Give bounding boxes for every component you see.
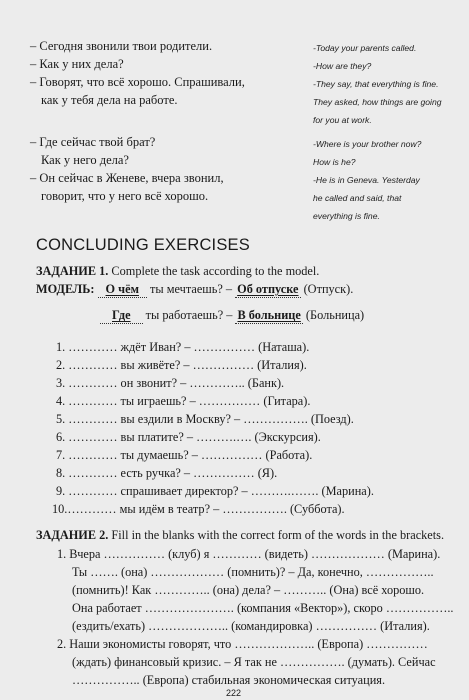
translation-line: for you at work. [313, 115, 372, 125]
dialogue-line: – Говорят, что всё хорошо. Спрашивали, [30, 75, 245, 89]
translation-line: They asked, how things are going [313, 97, 442, 107]
dialogue-line: Как у него дела? [41, 153, 129, 167]
exercise-item: 6. ………… вы платите? – ……….…. (Экскурсия). [56, 430, 321, 444]
dialogue-line: – Где сейчас твой брат? [30, 135, 156, 149]
translation-line: -Where is your brother now? [313, 139, 422, 149]
translation-line: -They say, that everything is fine. [313, 79, 439, 89]
task-label: ЗАДАНИЕ 2. [36, 528, 109, 542]
task-text: Complete the task according to the model. [108, 264, 320, 278]
dialogue-line: – Как у них дела? [30, 57, 124, 71]
exercise-item: 2. ………… вы живёте? – …………… (Италия). [56, 358, 307, 372]
exercise-line: Ты ……. (она) ……………… (помнить)? – Да, конечно, …………….. [72, 565, 434, 579]
exercise-item: 3. ………… он звонит? – ………….. (Банк). [56, 376, 285, 390]
model-answer: О чём [105, 282, 139, 296]
model-blank [98, 282, 147, 298]
model-answer: Об отпуске [237, 282, 299, 296]
exercise-line: 2. Наши экономисты говорят, что ……………….. (Европа) …………… [57, 637, 428, 651]
task-text: Fill in the blanks with the correct form of the words in the brackets. [108, 528, 445, 542]
dialogue-line: говорит, что у него всё хорошо. [41, 189, 209, 203]
translation-line: everything is fine. [313, 211, 380, 221]
model-line-2 [100, 308, 364, 324]
page-number: 222 [226, 688, 242, 698]
dialogue-line: – Сегодня звонили твои родители. [30, 39, 213, 53]
model-blank [235, 282, 300, 298]
dialogue-line: как у тебя дела на работе. [41, 93, 178, 107]
exercise-item: 10.………… мы идём в театр? – ……………. (Суббота). [52, 502, 345, 516]
exercise-item: 4. ………… ты играешь? – …………… (Гитара). [56, 394, 311, 408]
exercise-line: Она работает …………………. (компания «Вектор»), скоро …………….. [72, 601, 454, 615]
exercise-line: (ждать) финансовый кризис. – Я так не ……………. (думать). Сейчас [72, 655, 436, 669]
section-heading: CONCLUDING EXERCISES [36, 236, 250, 254]
exercise-line: 1. Вчера …………… (клуб) я ………… (видеть) ……………… (Марина). [57, 547, 441, 561]
model-line-1 [36, 282, 353, 298]
model-answer: Где [112, 308, 131, 322]
model-answer: В больнице [237, 308, 301, 322]
task-2-instruction [36, 528, 444, 543]
exercise-item: 5. ………… вы ездили в Москву? – ……………. (Поезд). [56, 412, 354, 426]
exercise-item: 7. ………… ты думаешь? – …………… (Работа). [56, 448, 313, 462]
model-hint: (Отпуск). [300, 282, 354, 296]
translation-line: he called and said, that [313, 193, 402, 203]
model-question: ты мечтаешь? – [146, 282, 236, 296]
model-hint: (Больница) [302, 308, 365, 322]
exercise-item: 8. ………… есть ручка? – …………… (Я). [56, 466, 278, 480]
model-question: ты работаешь? – [142, 308, 236, 322]
translation-line: How is he? [313, 157, 356, 167]
model-blank [235, 308, 302, 324]
exercise-line: …………….. (Европа) стабильная экономическая ситуация. [72, 673, 386, 687]
exercise-item: 1. ………… ждёт Иван? – …………… (Наташа). [56, 340, 310, 354]
translation-line: -How are they? [313, 61, 372, 71]
translation-line: -Today your parents called. [313, 43, 417, 53]
exercise-line: (ездить/ехать) ……………….. (командировка) …………… (Италия). [72, 619, 430, 633]
exercise-line: (помнить)! Как ………….. (она) дела? – ……….. (Она) всё хорошо. [72, 583, 425, 597]
translation-line: -He is in Geneva. Yesterday [313, 175, 420, 185]
dialogue-line: – Он сейчас в Женеве, вчера звонил, [30, 171, 224, 185]
exercise-item: 9. ………… спрашивает директор? – ……….……. (Марина). [56, 484, 374, 498]
task-1-instruction [36, 264, 319, 279]
task-label: ЗАДАНИЕ 1. [36, 264, 109, 278]
model-blank [100, 308, 143, 324]
model-label: МОДЕЛЬ: [36, 282, 95, 296]
